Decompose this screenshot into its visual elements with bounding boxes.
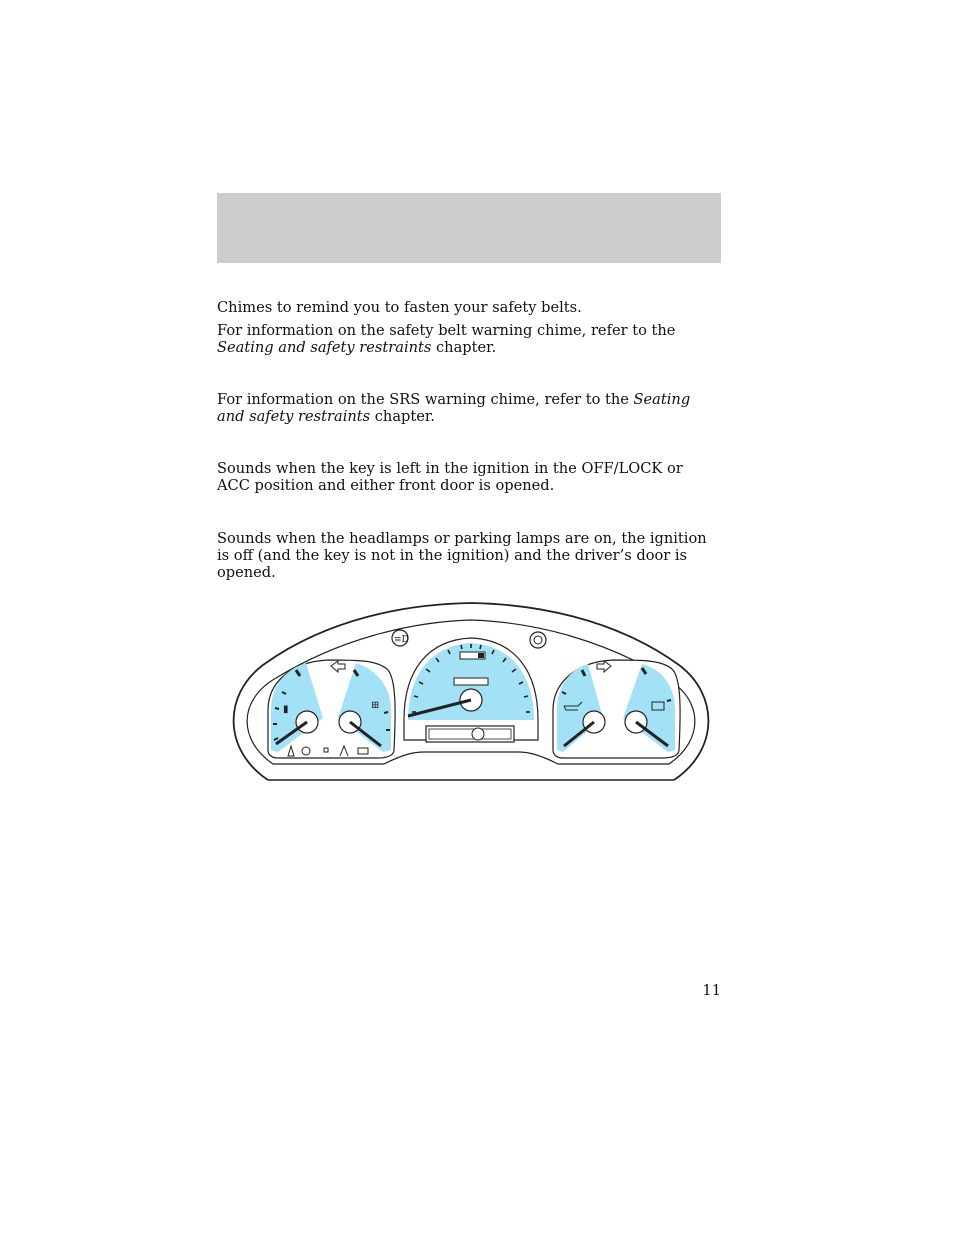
section-header-band: [217, 193, 721, 263]
trip-reset-knob: [472, 728, 484, 740]
safety-belt-info-tail: chapter.: [431, 339, 497, 356]
srs-info-tail: chapter.: [370, 408, 435, 425]
srs-chime-info-text: [217, 391, 717, 425]
trip-display: [454, 678, 488, 685]
safety-belt-chapter-ref: Seating and safety restraints: [217, 339, 432, 356]
fog-lamp-icon: ≡D: [394, 635, 409, 645]
srs-chapter-ref: Seating and safety restraints: [217, 391, 691, 425]
safety-belt-chime-text: Chimes to remind you to fasten your safety belts.: [217, 299, 582, 316]
coolant-temperature-icon: ⊞: [371, 700, 380, 711]
high-beam-indicator: [530, 632, 546, 648]
srs-info-lead: For information on the SRS warning chime, refer to the: [217, 391, 634, 408]
odometer-display-indicator: [478, 653, 484, 658]
center-info-display: [426, 726, 514, 742]
key-in-ignition-chime-text: Sounds when the key is left in the ignition in the OFF/LOCK or ACC position and either front door is opened.: [217, 460, 683, 494]
headlamps-on-chime-text: Sounds when the headlamps or parking lamps are on, the ignition is off (and the key is not in the ignition) and the driver’s door is opened.: [217, 530, 707, 581]
page-number: 11: [702, 982, 721, 999]
safety-belt-info-text: [217, 322, 717, 356]
fuel-pump-icon: ▮: [283, 704, 289, 715]
instrument-cluster-illustration: [228, 600, 714, 785]
safety-belt-info-lead: For information on the safety belt warning chime, refer to the: [217, 322, 676, 339]
